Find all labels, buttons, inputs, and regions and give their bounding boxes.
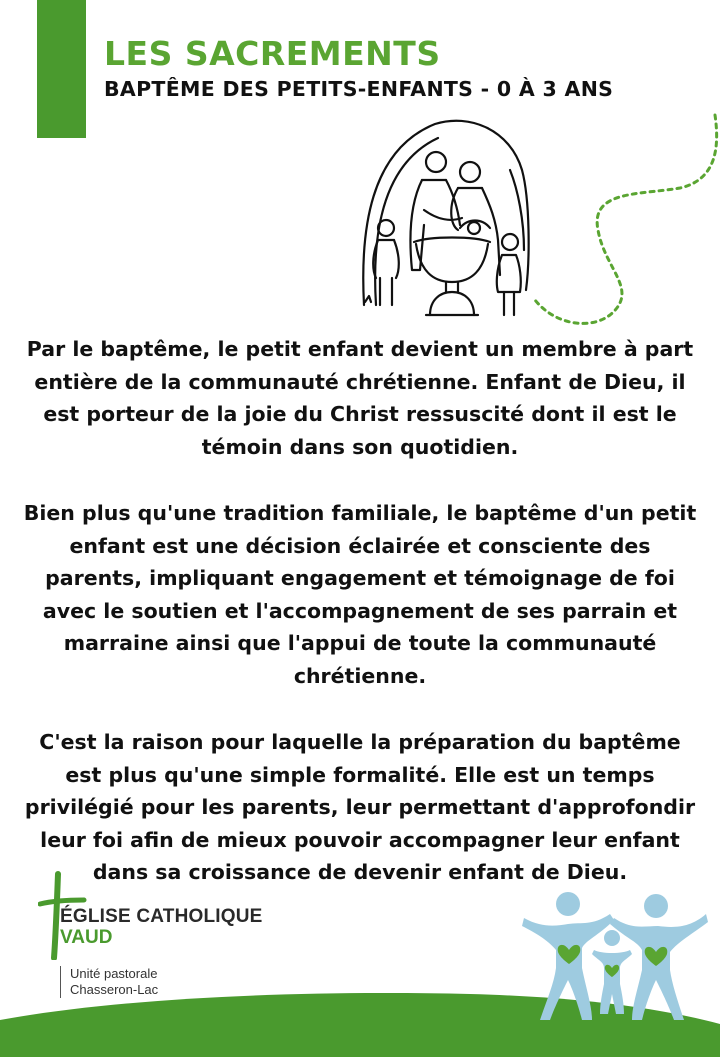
family-hearts-icon [520,888,710,1023]
paragraph-1: Par le baptême, le petit enfant devient un membre à part entière de la communauté chrétienne. Enfant de Dieu, il est porteur de la joie du Christ ressuscité dont il est le témoin dans son quotidien. [26,337,694,459]
paragraph-2: Bien plus qu'une tradition familiale, le baptême d'un petit enfant est une décision éclairée et consciente des parents, impliquant engagement et témoignage de foi avec le soutien et l'accompagnement de ses parrain et marraine ainsi que l'appui de toute la communauté chrétienne. [23,501,697,688]
dotted-path-decoration [530,110,720,335]
unit-line-2: Chasseron-Lac [70,982,159,997]
page-subtitle: BAPTÊME DES PETITS-ENFANTS - 0 À 3 ANS [104,77,614,101]
header-accent-bar [37,0,86,138]
body-text [20,333,700,923]
page-title: LES SACREMENTS [104,34,441,73]
unit-line-1: Unité pastorale [70,966,158,981]
logo-text-eglise: ÉGLISE CATHOLIQUE [60,906,263,927]
logo-text-vaud: VAUD [60,927,113,948]
baptism-illustration [350,110,540,330]
paragraph-3: C'est la raison pour laquelle la préparation du baptême est plus qu'une simple formalité. Elle est un temps privilégié pour les parents, leur permettant d'approfondir leur foi afin de mieux pouvoir accompagner leur enfant dans sa croissance de devenir enfant de Dieu. [24,730,696,884]
